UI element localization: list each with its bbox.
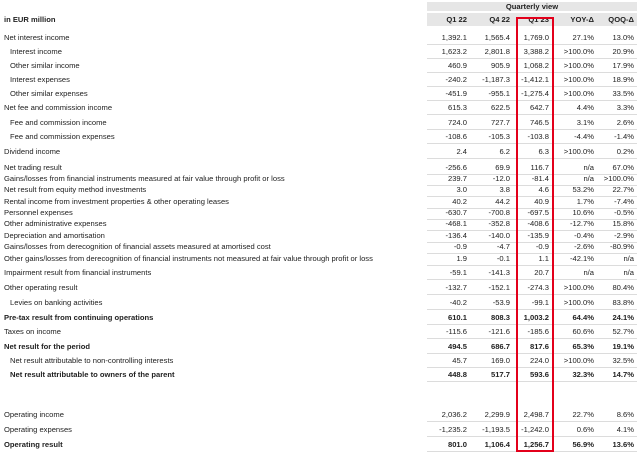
row-value: -0.1 xyxy=(496,254,510,263)
column-header-qoq: QOQ-Δ xyxy=(608,15,634,24)
row-label: Taxes on income xyxy=(4,327,61,336)
row-value: 18.9% xyxy=(612,75,634,84)
row-value: >100.0% xyxy=(563,61,594,70)
row-value: -80.9% xyxy=(609,242,634,251)
row-value: -140.0 xyxy=(488,231,510,240)
row-value: -1,193.5 xyxy=(482,425,510,434)
row-value: 2,299.9 xyxy=(484,410,510,419)
row-value: -136.4 xyxy=(445,231,467,240)
row-value: 4.1% xyxy=(616,425,634,434)
row-value: -81.4 xyxy=(531,174,549,183)
row-value: 3,388.2 xyxy=(523,47,549,56)
row-value: -256.6 xyxy=(445,163,467,172)
row-value: 32.5% xyxy=(612,356,634,365)
row-value: -451.9 xyxy=(445,89,467,98)
row-label: Pre-tax result from continuing operations xyxy=(4,313,154,322)
row-label: Gains/losses from financial instruments measured at fair value through profit or loss xyxy=(4,174,285,183)
row-value: -7.4% xyxy=(614,197,634,206)
row-value: 45.7 xyxy=(452,356,467,365)
row-value: 239.7 xyxy=(447,174,467,183)
row-value: 1.1 xyxy=(538,254,549,263)
q1-23-highlight-box xyxy=(516,17,554,452)
row-value: -408.6 xyxy=(527,219,549,228)
row-value: 1,769.0 xyxy=(523,33,549,42)
row-value: n/a xyxy=(583,174,594,183)
row-label: Depreciation and amortisation xyxy=(4,231,105,240)
row-value: -4.4% xyxy=(574,132,594,141)
row-label: Gains/losses from derecognition of financial assets measured at amortised cost xyxy=(4,242,271,251)
row-value: 69.9 xyxy=(495,163,510,172)
row-value: -4.7 xyxy=(496,242,510,251)
row-value: n/a xyxy=(583,163,594,172)
row-value: -0.9 xyxy=(535,242,549,251)
row-value: 2,498.7 xyxy=(523,410,549,419)
row-value: -12.7% xyxy=(569,219,594,228)
row-value: 1,256.7 xyxy=(523,440,549,449)
row-value: 3.1% xyxy=(576,118,594,127)
row-value: -141.3 xyxy=(488,268,510,277)
row-value: 1.7% xyxy=(576,197,594,206)
row-value: -955.1 xyxy=(488,89,510,98)
row-label: Other similar expenses xyxy=(10,89,88,98)
row-value: 1,106.4 xyxy=(484,440,510,449)
row-value: -40.2 xyxy=(449,298,467,307)
row-value: 169.0 xyxy=(490,356,510,365)
row-value: 22.7% xyxy=(612,185,634,194)
row-value: 13.6% xyxy=(612,440,634,449)
row-value: 17.9% xyxy=(612,61,634,70)
row-value: 14.7% xyxy=(612,370,634,379)
row-value: >100.0% xyxy=(563,147,594,156)
row-value: >100.0% xyxy=(603,174,634,183)
column-header-q4-22: Q4 22 xyxy=(489,15,510,24)
row-value: 27.1% xyxy=(572,33,594,42)
row-label: Dividend income xyxy=(4,147,61,156)
row-value: -152.1 xyxy=(488,283,510,292)
row-value: 2,801.8 xyxy=(484,47,510,56)
row-value: 801.0 xyxy=(447,440,467,449)
row-value: >100.0% xyxy=(563,75,594,84)
row-value: -105.3 xyxy=(488,132,510,141)
row-value: -1,235.2 xyxy=(439,425,467,434)
row-value: 60.6% xyxy=(572,327,594,336)
row-value: 56.9% xyxy=(572,440,594,449)
row-value: 10.6% xyxy=(572,208,594,217)
row-value: 116.7 xyxy=(530,163,549,172)
row-value: -1.4% xyxy=(614,132,634,141)
row-value: -121.6 xyxy=(488,327,510,336)
row-value: 4.4% xyxy=(576,103,594,112)
row-label: Net result attributable to non-controlling interests xyxy=(10,356,174,365)
row-value: 494.5 xyxy=(447,342,467,351)
row-value: n/a xyxy=(623,254,634,263)
row-value: 2,036.2 xyxy=(441,410,467,419)
row-label: Other administrative expenses xyxy=(4,219,107,228)
row-value: >100.0% xyxy=(563,356,594,365)
row-label: Operating expenses xyxy=(4,425,72,434)
row-value: 1.9 xyxy=(456,254,467,263)
row-label: Net result for the period xyxy=(4,342,91,351)
row-value: 22.7% xyxy=(572,410,594,419)
row-label: Fee and commission expenses xyxy=(10,132,115,141)
row-value: -697.5 xyxy=(527,208,549,217)
row-value: 746.5 xyxy=(529,118,549,127)
row-label: Impairment result from financial instruments xyxy=(4,268,152,277)
row-value: -0.5% xyxy=(614,208,634,217)
row-value: 905.9 xyxy=(490,61,510,70)
row-value: 0.2% xyxy=(616,147,634,156)
row-value: 80.4% xyxy=(612,283,634,292)
row-value: 727.7 xyxy=(490,118,510,127)
row-value: -700.8 xyxy=(488,208,510,217)
column-header-q1-22: Q1 22 xyxy=(446,15,467,24)
row-value: -59.1 xyxy=(449,268,467,277)
quarterly-view-header: Quarterly view xyxy=(427,2,637,11)
row-value: -2.9% xyxy=(614,231,634,240)
row-value: >100.0% xyxy=(563,89,594,98)
row-value: 24.1% xyxy=(612,313,634,322)
row-value: -103.8 xyxy=(527,132,549,141)
row-value: 622.5 xyxy=(490,103,510,112)
row-value: 40.2 xyxy=(452,197,467,206)
row-value: 1,565.4 xyxy=(484,33,510,42)
row-label: Interest expenses xyxy=(10,75,70,84)
row-label: Operating result xyxy=(4,440,63,449)
row-value: 224.0 xyxy=(529,356,549,365)
row-value: -135.9 xyxy=(527,231,549,240)
row-value: 3.3% xyxy=(616,103,634,112)
row-label: Personnel expenses xyxy=(4,208,73,217)
row-value: -630.7 xyxy=(445,208,467,217)
unit-label: in EUR million xyxy=(4,15,56,24)
row-value: 808.3 xyxy=(490,313,510,322)
row-value: 52.7% xyxy=(612,327,634,336)
row-value: 460.9 xyxy=(447,61,467,70)
row-value: 64.4% xyxy=(572,313,594,322)
row-label: Other operating result xyxy=(4,283,78,292)
row-label: Net result attributable to owners of the parent xyxy=(10,370,175,379)
row-value: 448.8 xyxy=(447,370,467,379)
row-value: -185.6 xyxy=(527,327,549,336)
row-value: 83.8% xyxy=(612,298,634,307)
row-value: 686.7 xyxy=(490,342,510,351)
row-value: 2.6% xyxy=(616,118,634,127)
row-value: 1,003.2 xyxy=(523,313,549,322)
row-value: -352.8 xyxy=(488,219,510,228)
row-value: -1,275.4 xyxy=(521,89,549,98)
row-value: -1,412.1 xyxy=(521,75,549,84)
row-label: Net fee and commission income xyxy=(4,103,113,112)
row-value: 593.6 xyxy=(529,370,549,379)
row-value: -0.4% xyxy=(574,231,594,240)
row-value: 4.6 xyxy=(538,185,549,194)
row-value: -240.2 xyxy=(445,75,467,84)
row-value: -2.6% xyxy=(574,242,594,251)
row-value: 817.6 xyxy=(529,342,549,351)
row-value: >100.0% xyxy=(563,298,594,307)
row-value: -0.9 xyxy=(453,242,467,251)
row-value: 32.3% xyxy=(572,370,594,379)
row-value: >100.0% xyxy=(563,47,594,56)
row-value: 19.1% xyxy=(612,342,634,351)
row-value: n/a xyxy=(583,268,594,277)
row-value: 2.4 xyxy=(456,147,467,156)
row-value: 615.3 xyxy=(447,103,467,112)
row-value: 13.0% xyxy=(612,33,634,42)
row-value: 33.5% xyxy=(612,89,634,98)
row-value: 1,392.1 xyxy=(441,33,467,42)
row-label: Net trading result xyxy=(4,163,62,172)
row-value: 0.6% xyxy=(576,425,594,434)
row-value: 20.9% xyxy=(612,47,634,56)
row-label: Operating income xyxy=(4,410,64,419)
row-value: -1,187.3 xyxy=(482,75,510,84)
row-value: 53.2% xyxy=(572,185,594,194)
row-label: Net result from equity method investments xyxy=(4,185,147,194)
row-value: 642.7 xyxy=(529,103,549,112)
row-value: n/a xyxy=(623,268,634,277)
row-value: -108.6 xyxy=(445,132,467,141)
row-value: 6.3 xyxy=(538,147,549,156)
row-value: -468.1 xyxy=(445,219,467,228)
row-value: -42.1% xyxy=(569,254,594,263)
row-value: -115.6 xyxy=(446,327,467,336)
row-value: 724.0 xyxy=(447,118,467,127)
row-value: >100.0% xyxy=(563,283,594,292)
row-value: 517.7 xyxy=(490,370,510,379)
row-value: 610.1 xyxy=(447,313,467,322)
row-value: -99.1 xyxy=(531,298,549,307)
row-value: 8.6% xyxy=(616,410,634,419)
row-value: -53.9 xyxy=(492,298,510,307)
row-value: 3.8 xyxy=(499,185,510,194)
row-value: -1,242.0 xyxy=(521,425,549,434)
row-value: 1,068.2 xyxy=(523,61,549,70)
row-value: 1,623.2 xyxy=(441,47,467,56)
row-value: 3.0 xyxy=(456,185,467,194)
row-value: 67.0% xyxy=(612,163,634,172)
row-value: 40.9 xyxy=(534,197,549,206)
row-value: 65.3% xyxy=(572,342,594,351)
row-label: Other similar income xyxy=(10,61,80,70)
row-value: -132.7 xyxy=(445,283,467,292)
row-label: Net interest income xyxy=(4,33,70,42)
row-value: 44.2 xyxy=(495,197,510,206)
row-value: 15.8% xyxy=(612,219,634,228)
row-label: Fee and commission income xyxy=(10,118,107,127)
row-label: Levies on banking activities xyxy=(10,298,103,307)
row-value: 6.2 xyxy=(499,147,510,156)
row-value: -274.3 xyxy=(527,283,549,292)
row-value: 20.7 xyxy=(534,268,549,277)
column-header-q1-23: Q1 23 xyxy=(528,15,549,24)
row-label: Other gains/losses from derecognition of financial instruments not measured at fair value through profit or loss xyxy=(4,254,373,263)
column-header-yoy: YOY-Δ xyxy=(570,15,594,24)
row-label: Rental income from investment properties & other operating leases xyxy=(4,197,229,206)
row-value: -12.0 xyxy=(492,174,510,183)
row-label: Interest income xyxy=(10,47,62,56)
